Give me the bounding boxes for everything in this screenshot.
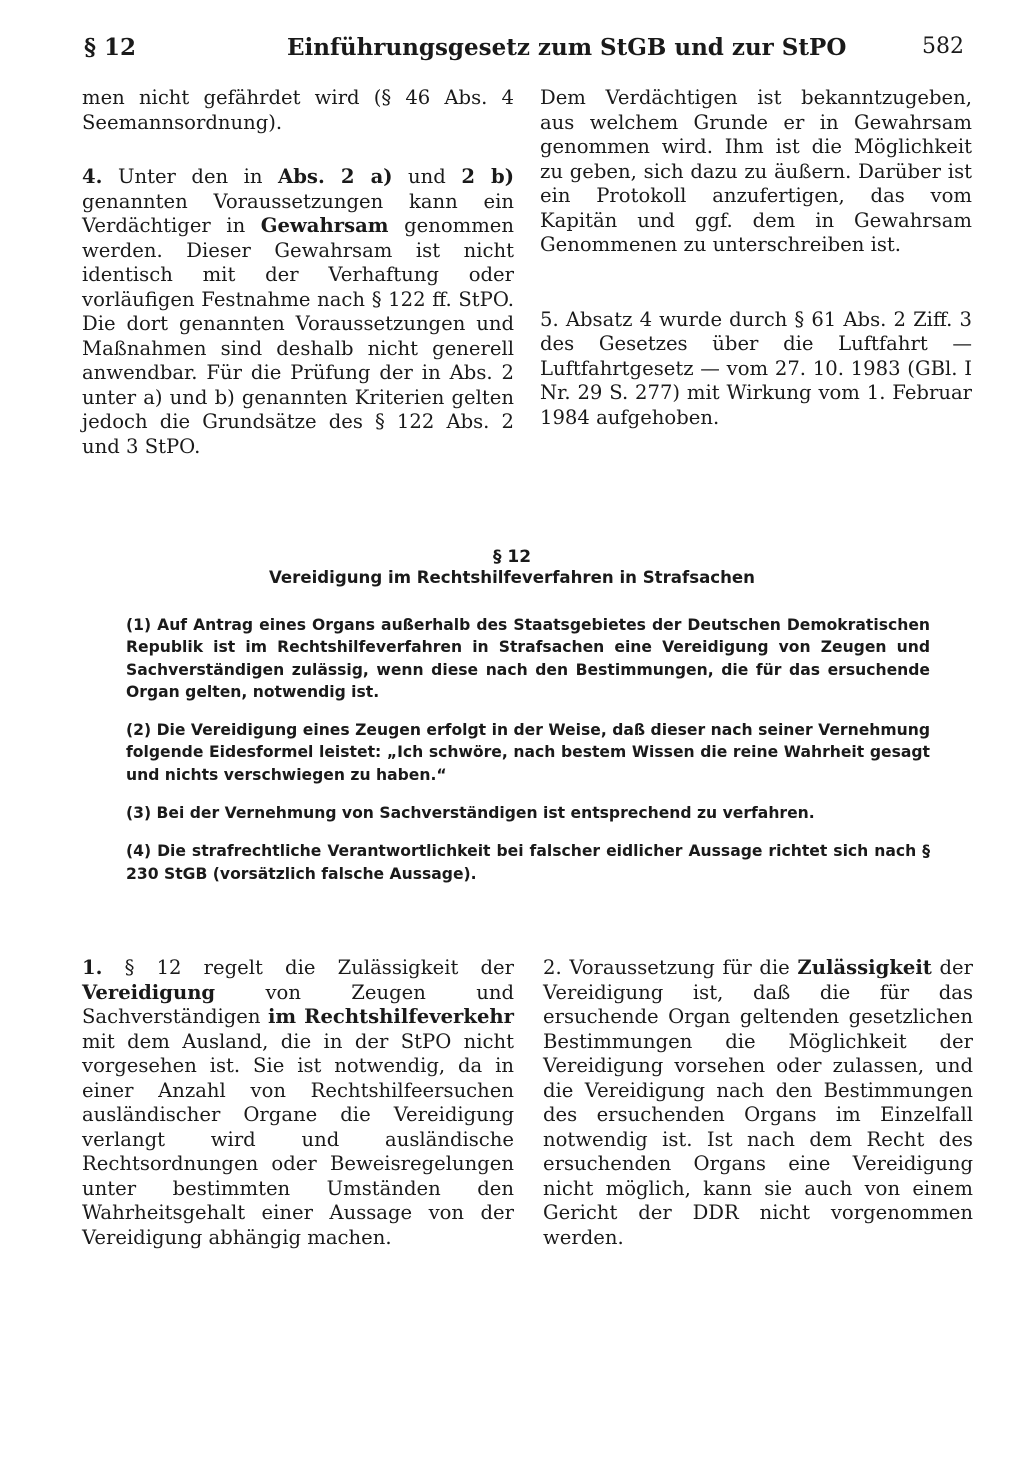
paragraph-5: 5. Absatz 4 wurde durch § 61 Abs. 2 Ziff. 3 des Gesetzes über die Luftfahrt — Luftfahrtgesetz — vom 27. 10. 1983 (GBl. I Nr. 29 S. 277) mit Wirkung vom 1. Februar 1984 aufgehoben. [540, 307, 972, 429]
law-paragraph-4: (4) Die strafrechtliche Verantwortlichkeit bei falscher eidlicher Aussage richtet sich nach § 230 StGB (vorsätzlich falsche Aussage). [126, 842, 930, 883]
paragraph-4: 4. Unter den in Abs. 2 a) und 2 b) genannten Voraussetzungen kann ein Verdächtiger in Gewahrsam genommen werden. Dieser Gewahrsam ist nicht identisch mit der Verhaftung oder vorläufigen Festnahme nach § 122 ff. StPO. Die dort genannten Voraussetzungen und Maßnahmen sind deshalb nicht generell anwendbar. Für die Prüfung der in Abs. 2 unter a) und b) genannten Kriterien gelten jedoch die Grundsätze des § 122 Abs. 2 und 3 StPO. [82, 165, 514, 458]
law-paragraph-3: (3) Bei der Vernehmung von Sachverständigen ist entsprechend zu verfahren. [126, 804, 815, 823]
header-title: Einführungsgesetz zum StGB und zur StPO [287, 34, 847, 61]
commentary-bottom-left [82, 956, 514, 1250]
paragraph-1: 1. § 12 regelt die Zulässigkeit der Vereidigung von Zeugen und Sachverständigen im Rechtshilfeverkehr mit dem Ausland, die in der StPO nicht vorgesehen ist. Sie ist notwendig, da in einer Anzahl von Rechtshilfeersuchen ausländischer Organe die Vereidigung verlangt wird und ausländische Rechtsordnungen oder Beweisregelungen unter bestimmten Umständen den Wahrheitsgehalt einer Aussage von der Vereidigung abhängig machen. [82, 956, 514, 1249]
section-number: § 12 [492, 547, 532, 567]
commentary-top-right [540, 86, 972, 430]
paragraph-2: 2. Voraussetzung für die Zulässigkeit der Vereidigung ist, daß die für das ersuchende Organ geltenden gesetzlichen Bestimmungen die Möglichkeit der Vereidigung vorsehen oder zulassen, und die Vereidigung nach den Bestimmungen des ersuchenden Organs im Einzelfall notwendig ist. Ist nach dem Recht des ersuchenden Organs eine Vereidigung nicht möglich, kann sie auch von einem Gericht der DDR nicht vorgenommen werden. [543, 956, 974, 1249]
running-header [0, 34, 1024, 70]
commentary-bottom-right [543, 956, 973, 1250]
emphasis: Gewahrsam [260, 214, 389, 237]
commentary-top-left [82, 86, 514, 459]
law-text [126, 614, 930, 885]
law-paragraph-1: (1) Auf Antrag eines Organs außerhalb des Staatsgebietes der Deutschen Demokratischen Republik ist im Rechtshilfeverfahren in Strafsachen eine Vereidigung von Zeugen und Sachverständigen zulässig, wenn diese nach den Bestimmungen, die für das ersuchende Organ gelten, notwendig ist. [126, 616, 930, 701]
paragraph-number: 1. [82, 956, 103, 979]
section-title: Vereidigung im Rechtshilfeverfahren in Strafsachen [268, 568, 755, 587]
emphasis: Zulässigkeit [797, 956, 932, 979]
emphasis: Vereidigung [82, 980, 216, 1004]
law-paragraph-2: (2) Die Vereidigung eines Zeugen erfolgt in der Weise, daß dieser nach seiner Vernehmung folgende Eidesformel leistet: „Ich schwöre, nach bestem Wissen die reine Wahrheit gesagt und nichts verschwiegen zu haben.“ [126, 721, 930, 784]
emphasis: Abs. 2 a) [278, 165, 393, 188]
paragraph: men nicht gefährdet wird (§ 46 Abs. 4 Seemannsordnung). [82, 86, 514, 134]
emphasis: 2 b) [461, 165, 514, 188]
paragraph: Dem Verdächtigen ist bekanntzugeben, aus welchem Grunde er in Gewahrsam genommen wird. Ihm ist die Möglichkeit zu geben, sich dazu zu äußern. Darüber ist ein Protokoll anzufertigen, das vom Kapitän und ggf. dem in Gewahrsam Genommenen zu unterschreiben ist. [540, 86, 972, 256]
header-section: § 12 [84, 34, 137, 61]
page-number: 582 [922, 34, 964, 59]
emphasis: im Rechtshilfeverkehr [267, 1005, 514, 1028]
paragraph-number: 4. [82, 165, 103, 188]
